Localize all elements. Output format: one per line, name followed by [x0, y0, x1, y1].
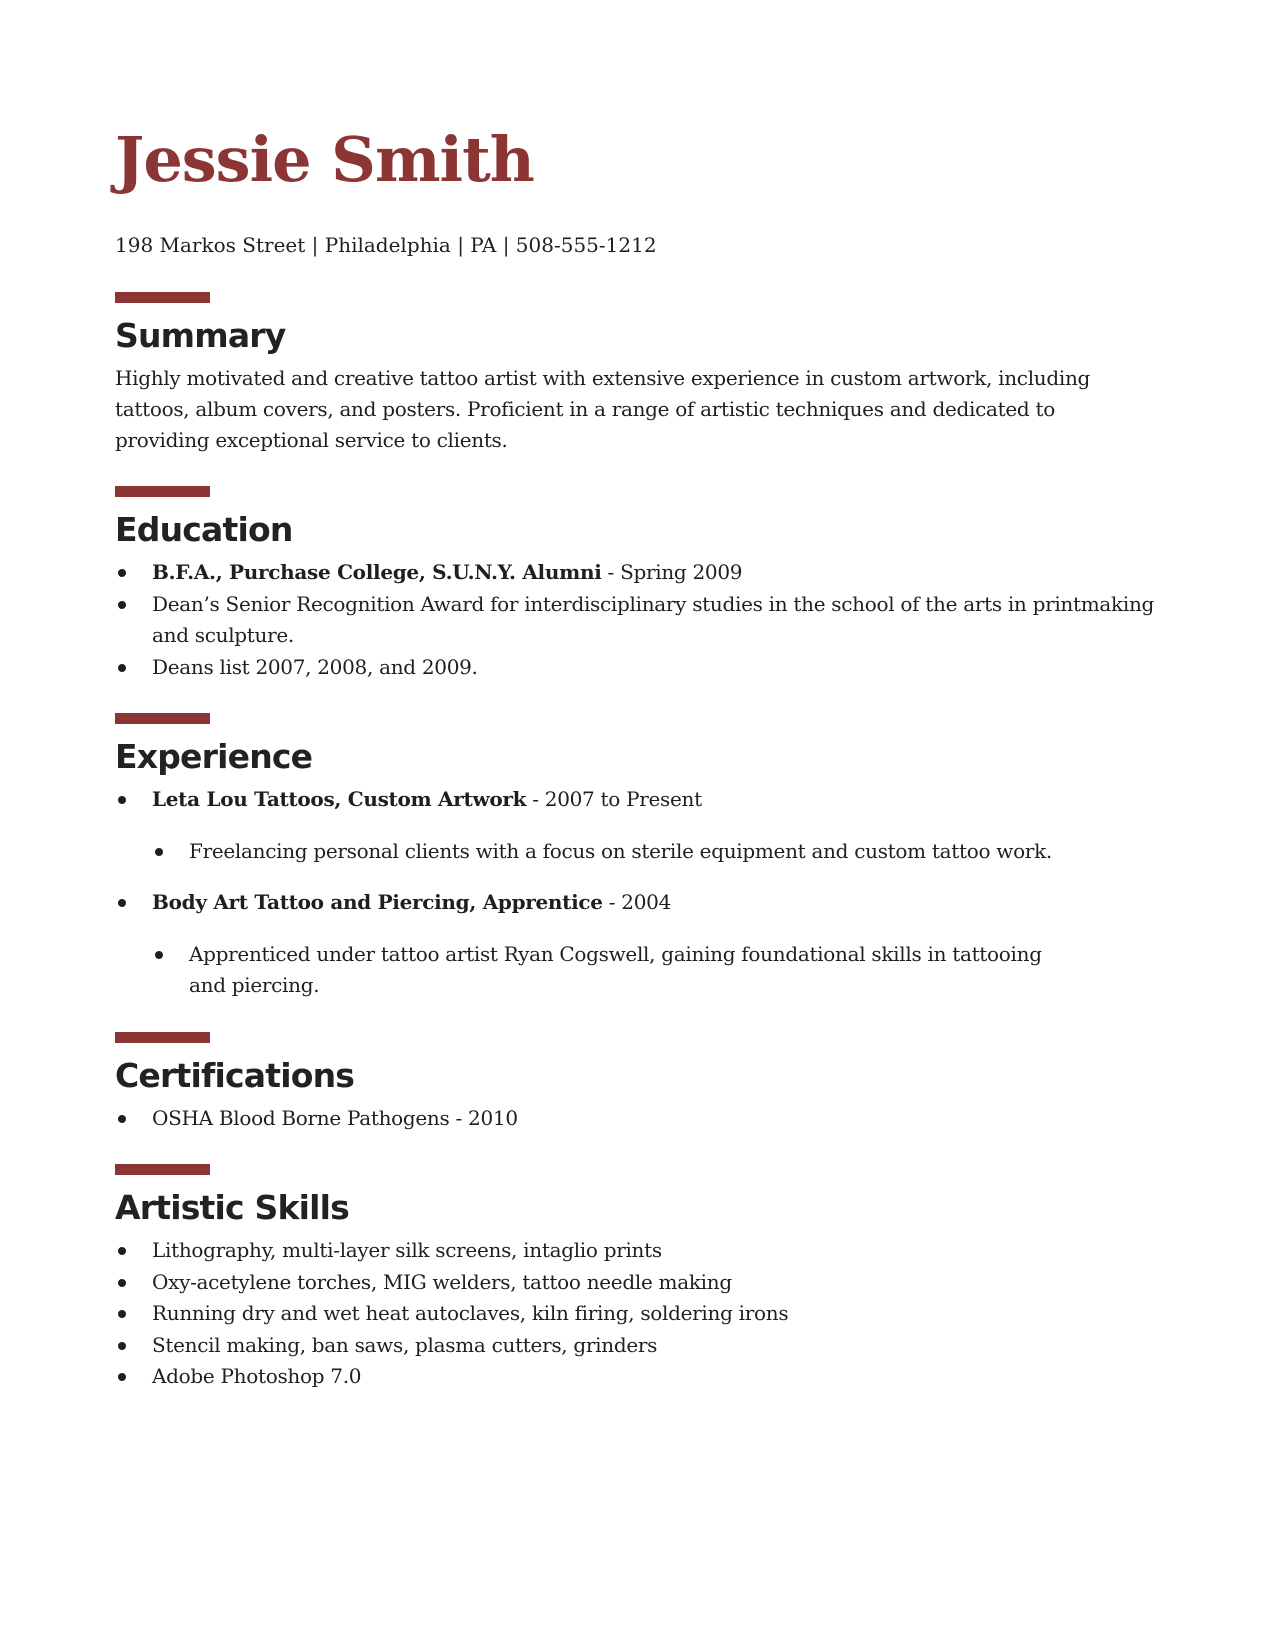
- job-details: [115, 836, 1155, 868]
- certifications-section: [115, 1032, 1155, 1135]
- skill-item: Adobe Photoshop 7.0: [115, 1361, 1155, 1393]
- certifications-list: [115, 1103, 1155, 1135]
- section-divider: [115, 713, 210, 724]
- contact-line: 198 Markos Street | Philadelphia | PA | 508-555-1212: [115, 233, 657, 257]
- certification-item: OSHA Blood Borne Pathogens - 2010: [115, 1103, 1155, 1135]
- job-entry: [115, 784, 1155, 816]
- spacer: [115, 919, 1155, 939]
- job-dates: - 2007 to Present: [526, 787, 702, 811]
- section-heading-skills: Artistic Skills: [115, 1188, 349, 1227]
- spacer: [115, 867, 1155, 887]
- summary-text: Highly motivated and creative tattoo artist with extensive experience in custom artwork, including tattoos, album covers, and posters. Proficient in a range of artistic techniques and dedicated to providing exceptional service to clients.: [115, 366, 1091, 452]
- skill-item: Running dry and wet heat autoclaves, kiln firing, soldering irons: [115, 1298, 1155, 1330]
- education-item-deans-list: Deans list 2007, 2008, and 2009.: [115, 652, 1155, 684]
- degree-title: B.F.A., Purchase College, S.U.N.Y. Alumni: [152, 560, 602, 584]
- skills-section: [115, 1164, 1155, 1393]
- section-heading-summary: Summary: [115, 316, 286, 355]
- summary-section: [115, 292, 1155, 456]
- section-divider: [115, 1164, 210, 1175]
- skill-item: Lithography, multi-layer silk screens, intaglio prints: [115, 1235, 1155, 1267]
- experience-section: [115, 713, 1155, 1002]
- job-title: Leta Lou Tattoos, Custom Artwork: [152, 787, 527, 811]
- education-item-degree: [115, 557, 1155, 589]
- education-list: [115, 557, 1155, 683]
- job-dates: - 2004: [602, 890, 671, 914]
- spacer: [115, 816, 1155, 836]
- experience-list: [115, 784, 1155, 816]
- skills-list: [115, 1235, 1155, 1393]
- section-heading-certifications: Certifications: [115, 1055, 355, 1095]
- skill-item: Oxy-acetylene torches, MIG welders, tattoo needle making: [115, 1267, 1155, 1299]
- job-entry: [115, 887, 1155, 919]
- skill-item: Stencil making, ban saws, plasma cutters, grinders: [115, 1330, 1155, 1362]
- section-divider: [115, 292, 210, 303]
- job-details: [115, 939, 1155, 1002]
- education-item-award: Dean’s Senior Recognition Award for interdisciplinary studies in the school of the arts in printmaking and sculpture.: [115, 589, 1155, 652]
- section-heading-experience: Experience: [115, 737, 313, 776]
- candidate-name: Jessie Smith: [115, 123, 534, 196]
- job-title: Body Art Tattoo and Piercing, Apprentice: [152, 890, 603, 914]
- section-divider: [115, 486, 210, 497]
- experience-list-2: [115, 887, 1155, 919]
- section-heading-education: Education: [115, 510, 293, 549]
- job-detail: Freelancing personal clients with a focus on sterile equipment and custom tattoo work.: [115, 836, 1155, 868]
- degree-date: - Spring 2009: [601, 560, 743, 584]
- job-detail: Apprenticed under tattoo artist Ryan Cogswell, gaining foundational skills in tattooing and piercing.: [115, 939, 1069, 1002]
- resume-content: [115, 118, 1155, 1393]
- section-divider: [115, 1032, 210, 1043]
- education-section: [115, 486, 1155, 683]
